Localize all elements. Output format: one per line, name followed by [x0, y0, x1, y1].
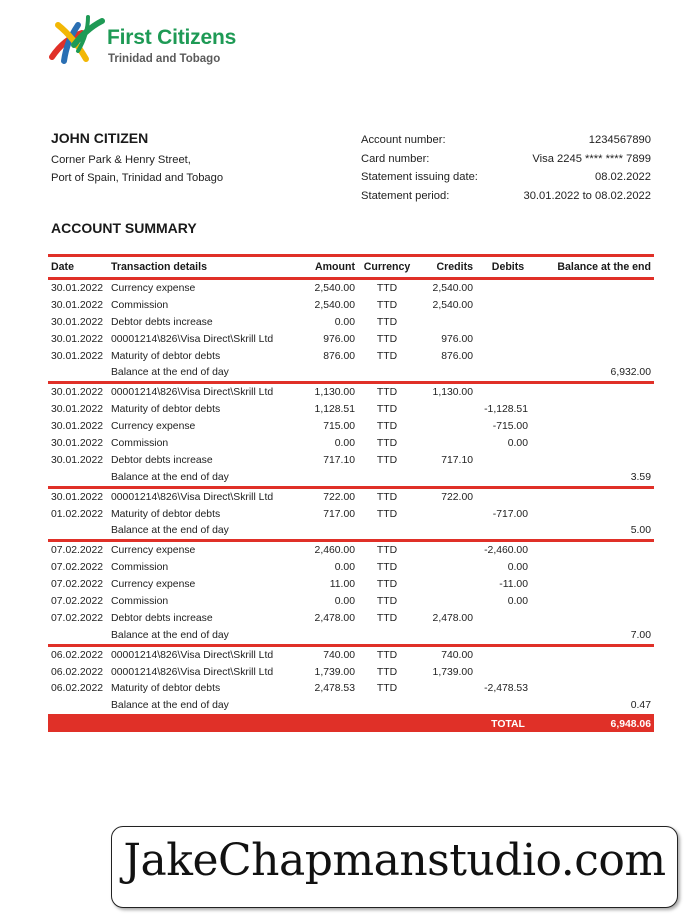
cell-debits: [476, 469, 540, 487]
bank-logo: [48, 15, 248, 71]
account-number-label: Account number:: [361, 134, 446, 146]
balance-end-of-day-row: [48, 522, 654, 540]
cell-amount: 715.00: [323, 421, 355, 433]
cell-amount: [304, 522, 358, 540]
transactions-body: [48, 279, 654, 716]
watermark-box: [111, 826, 678, 908]
table-header-row: [48, 256, 654, 279]
cell-credits: 2,540.00: [432, 299, 473, 311]
cell-currency: [358, 627, 416, 645]
account-number-value: 1234567890: [588, 134, 651, 146]
table-row: [48, 506, 654, 523]
cell-debits: -717.00: [492, 508, 528, 520]
cell-details: Currency expense: [111, 545, 196, 557]
cell-currency: TTD: [376, 387, 398, 399]
cell-debits: [476, 348, 540, 365]
cell-balance: 6,932.00: [540, 364, 654, 382]
account-summary-title: ACCOUNT SUMMARY: [51, 220, 197, 236]
cell-amount: 2,540.00: [314, 299, 355, 311]
table-row: [48, 593, 654, 610]
cell-credits: [416, 314, 476, 331]
cell-date: 30.01.2022: [51, 421, 104, 433]
cell-debits: [476, 314, 540, 331]
cell-debits: [476, 645, 540, 663]
cell-amount: 0.00: [334, 437, 355, 449]
cell-date: [48, 697, 108, 715]
cell-amount: 1,128.51: [314, 404, 355, 416]
cell-details: Debtor debts increase: [111, 316, 213, 328]
table-row: [48, 348, 654, 365]
cell-details: Balance at the end of day: [108, 522, 304, 540]
cell-details: Maturity of debtor debts: [111, 683, 221, 695]
cell-debits: -1,128.51: [484, 404, 528, 416]
cell-amount: 2,478.00: [314, 612, 355, 624]
cell-currency: TTD: [376, 666, 398, 678]
cell-date: 07.02.2022: [51, 595, 104, 607]
cell-currency: TTD: [376, 437, 398, 449]
cell-debits: [476, 697, 540, 715]
cell-amount: 11.00: [329, 579, 355, 591]
cell-amount: 2,540.00: [314, 282, 355, 294]
cell-credits: 976.00: [441, 333, 473, 345]
total-row: [48, 716, 654, 733]
cell-currency: [358, 469, 416, 487]
cell-date: 06.02.2022: [51, 666, 104, 678]
cell-credits: [416, 627, 476, 645]
column-header-debits: Debits: [476, 256, 540, 279]
cell-amount: 0.00: [334, 595, 355, 607]
cell-credits: [416, 697, 476, 715]
cell-balance: [540, 331, 654, 348]
cell-currency: TTD: [376, 612, 398, 624]
cell-currency: TTD: [376, 562, 398, 574]
cell-amount: 976.00: [323, 333, 355, 345]
statement-period-row: [361, 188, 651, 207]
cell-balance: 7.00: [540, 627, 654, 645]
cell-date: 07.02.2022: [51, 612, 104, 624]
cell-currency: TTD: [376, 545, 398, 557]
cell-date: 30.01.2022: [51, 437, 104, 449]
table-row: [48, 314, 654, 331]
cell-details: 00001214\826\Visa Direct\Skrill Ltd: [111, 666, 274, 678]
balance-end-of-day-row: [48, 697, 654, 715]
balance-end-of-day-row: [48, 364, 654, 382]
cell-amount: 740.00: [323, 649, 355, 661]
holder-name: JOHN CITIZEN: [51, 130, 149, 146]
cell-amount: [304, 627, 358, 645]
cell-date: 06.02.2022: [51, 649, 104, 661]
cell-amount: 722.00: [323, 491, 355, 503]
cell-date: [48, 364, 108, 382]
statement-period-label: Statement period:: [361, 189, 450, 202]
cell-credits: [416, 541, 476, 559]
table-row: [48, 680, 654, 697]
cell-credits: 717.10: [441, 454, 473, 466]
cell-details: 00001214\826\Visa Direct\Skrill Ltd: [111, 649, 274, 661]
cell-balance: 0.47: [540, 697, 654, 715]
cell-amount: 1,130.00: [314, 387, 355, 399]
cell-details: Commission: [111, 299, 169, 311]
cell-details: Maturity of debtor debts: [111, 508, 221, 520]
cell-balance: [540, 680, 654, 697]
card-number-row: [361, 151, 651, 170]
cell-date: 30.01.2022: [51, 387, 104, 399]
cell-balance: [540, 541, 654, 559]
cell-details: 00001214\826\Visa Direct\Skrill Ltd: [111, 333, 274, 345]
cell-currency: [358, 697, 416, 715]
cell-debits: -715.00: [492, 421, 528, 433]
account-number-row: [361, 132, 651, 151]
account-details: [361, 132, 651, 206]
cell-details: Maturity of debtor debts: [111, 404, 221, 416]
table-row: [48, 383, 654, 401]
cell-credits: [416, 522, 476, 540]
cell-debits: -2,460.00: [484, 545, 528, 557]
cell-debits: [476, 383, 540, 401]
cell-balance: [540, 314, 654, 331]
cell-date: 30.01.2022: [51, 333, 104, 345]
cell-balance: [540, 487, 654, 505]
cell-debits: -2,478.53: [484, 683, 528, 695]
table-row: [48, 297, 654, 314]
card-number-label: Card number:: [361, 152, 430, 165]
table-row: [48, 331, 654, 348]
cell-balance: [540, 383, 654, 401]
cell-debits: [476, 627, 540, 645]
cell-debits: [476, 487, 540, 505]
cell-currency: TTD: [376, 649, 398, 661]
table-row: [48, 435, 654, 452]
total-label: TOTAL: [476, 716, 540, 733]
cell-amount: 0.00: [334, 562, 355, 574]
cell-details: Currency expense: [111, 421, 196, 433]
cell-amount: 876.00: [323, 350, 355, 362]
cell-credits: [416, 680, 476, 697]
cell-date: [48, 469, 108, 487]
cell-balance: [540, 645, 654, 663]
cell-debits: 0.00: [507, 437, 528, 449]
table-row: [48, 645, 654, 663]
cell-date: 30.01.2022: [51, 316, 104, 328]
cell-date: 30.01.2022: [51, 299, 104, 311]
watermark-text: JakeChapmanstudio.com: [123, 835, 666, 886]
issuing-date-row: [361, 169, 651, 188]
cell-debits: [476, 331, 540, 348]
transactions-table: [48, 254, 654, 732]
cell-details: Currency expense: [111, 282, 196, 294]
cell-date: 07.02.2022: [51, 562, 104, 574]
cell-balance: [540, 297, 654, 314]
cell-currency: TTD: [376, 282, 398, 294]
column-header-date: Date: [48, 256, 108, 279]
cell-date: 01.02.2022: [51, 508, 104, 520]
cell-date: 30.01.2022: [51, 350, 104, 362]
cell-amount: 2,460.00: [314, 545, 355, 557]
cell-date: 30.01.2022: [51, 454, 104, 466]
cell-currency: TTD: [376, 454, 398, 466]
cell-amount: 2,478.53: [314, 683, 355, 695]
cell-details: 00001214\826\Visa Direct\Skrill Ltd: [111, 387, 274, 399]
cell-balance: 5.00: [540, 522, 654, 540]
cell-currency: TTD: [376, 404, 398, 416]
cell-details: Balance at the end of day: [108, 697, 304, 715]
cell-balance: [540, 348, 654, 365]
cell-amount: [304, 364, 358, 382]
issuing-date-label: Statement issuing date:: [361, 171, 478, 183]
cell-details: Balance at the end of day: [108, 364, 304, 382]
cell-credits: [416, 364, 476, 382]
holder-address-line-1: Corner Park & Henry Street,: [51, 154, 191, 166]
cell-balance: [540, 610, 654, 627]
table-row: [48, 664, 654, 681]
cell-date: [48, 522, 108, 540]
cell-credits: 722.00: [441, 491, 473, 503]
cell-amount: 1,739.00: [314, 666, 355, 678]
cell-details: Currency expense: [111, 579, 196, 591]
cell-debits: [476, 297, 540, 314]
issuing-date-value: 08.02.2022: [595, 171, 651, 183]
cell-amount: 717.00: [323, 508, 355, 520]
cell-amount: [304, 469, 358, 487]
cell-currency: TTD: [376, 421, 398, 433]
cell-credits: [416, 593, 476, 610]
cell-debits: [476, 452, 540, 469]
cell-currency: TTD: [376, 491, 398, 503]
cell-debits: [476, 610, 540, 627]
cell-debits: [476, 664, 540, 681]
cell-balance: [540, 506, 654, 523]
cell-details: Balance at the end of day: [108, 469, 304, 487]
table-row: [48, 401, 654, 418]
table-row: [48, 487, 654, 505]
table-row: [48, 576, 654, 593]
column-header-currency: Currency: [358, 256, 416, 279]
cell-details: Commission: [111, 595, 169, 607]
cell-credits: [416, 401, 476, 418]
cell-currency: TTD: [376, 333, 398, 345]
cell-date: 06.02.2022: [51, 683, 104, 695]
cell-date: 07.02.2022: [51, 545, 104, 557]
balance-end-of-day-row: [48, 627, 654, 645]
cell-date: [48, 627, 108, 645]
bank-name: First Citizens: [107, 26, 237, 49]
cell-debits: [476, 522, 540, 540]
column-header-amount: Amount: [304, 256, 358, 279]
bank-subtitle: Trinidad and Tobago: [108, 53, 221, 65]
cell-currency: TTD: [376, 579, 398, 591]
cell-details: Debtor debts increase: [111, 454, 213, 466]
cell-credits: 2,540.00: [432, 282, 473, 294]
cell-credits: [416, 435, 476, 452]
cell-debits: [476, 364, 540, 382]
cell-credits: 2,478.00: [432, 612, 473, 624]
account-holder-block: [51, 130, 223, 187]
cell-details: Commission: [111, 437, 169, 449]
cell-currency: TTD: [376, 299, 398, 311]
cell-amount: 717.10: [323, 454, 355, 466]
cell-credits: 876.00: [441, 350, 473, 362]
cell-amount: 0.00: [334, 316, 355, 328]
cell-details: Debtor debts increase: [111, 612, 213, 624]
cell-credits: [416, 469, 476, 487]
cell-debits: -11.00: [499, 579, 528, 591]
cell-balance: [540, 418, 654, 435]
cell-credits: 1,130.00: [432, 387, 473, 399]
cell-currency: TTD: [376, 683, 398, 695]
cell-date: 30.01.2022: [51, 491, 104, 503]
card-number-value: Visa 2245 **** **** 7899: [532, 152, 651, 165]
cell-date: 07.02.2022: [51, 579, 104, 591]
cell-balance: [540, 664, 654, 681]
cell-balance: [540, 593, 654, 610]
cell-debits: [476, 279, 540, 297]
cell-debits: 0.00: [507, 595, 528, 607]
statement-period-value: 30.01.2022 to 08.02.2022: [523, 189, 651, 202]
cell-details: 00001214\826\Visa Direct\Skrill Ltd: [111, 491, 274, 503]
cell-details: Maturity of debtor debts: [111, 350, 221, 362]
cell-currency: TTD: [376, 316, 398, 328]
balance-end-of-day-row: [48, 469, 654, 487]
cell-currency: TTD: [376, 508, 398, 520]
cell-currency: [358, 364, 416, 382]
table-row: [48, 418, 654, 435]
cell-balance: [540, 401, 654, 418]
transactions-table-wrap: [48, 254, 654, 732]
cell-date: 30.01.2022: [51, 282, 104, 294]
table-row: [48, 610, 654, 627]
column-header-credits: Credits: [416, 256, 476, 279]
table-row: [48, 452, 654, 469]
cell-details: Balance at the end of day: [108, 627, 304, 645]
cell-credits: 1,739.00: [432, 666, 473, 678]
cell-currency: TTD: [376, 350, 398, 362]
table-row: [48, 279, 654, 297]
cell-balance: [540, 279, 654, 297]
cell-currency: TTD: [376, 595, 398, 607]
cell-amount: [304, 697, 358, 715]
holder-address-line-2: Port of Spain, Trinidad and Tobago: [51, 172, 224, 184]
cell-balance: [540, 435, 654, 452]
cell-credits: [416, 559, 476, 576]
cell-credits: [416, 418, 476, 435]
column-header-details: Transaction details: [108, 256, 304, 279]
cell-date: 30.01.2022: [51, 404, 104, 416]
cell-credits: 740.00: [441, 649, 473, 661]
table-row: [48, 559, 654, 576]
cell-currency: [358, 522, 416, 540]
cell-credits: [416, 576, 476, 593]
cell-credits: [416, 506, 476, 523]
cell-debits: 0.00: [507, 562, 528, 574]
table-row: [48, 541, 654, 559]
cell-balance: [540, 559, 654, 576]
cell-details: Commission: [111, 562, 169, 574]
cell-balance: [540, 452, 654, 469]
column-header-balance: Balance at the end: [540, 256, 654, 279]
bank-logo-mark-icon: [48, 15, 106, 65]
cell-balance: [540, 576, 654, 593]
cell-balance: 3.59: [540, 469, 654, 487]
total-value: 6,948.06: [540, 716, 654, 733]
